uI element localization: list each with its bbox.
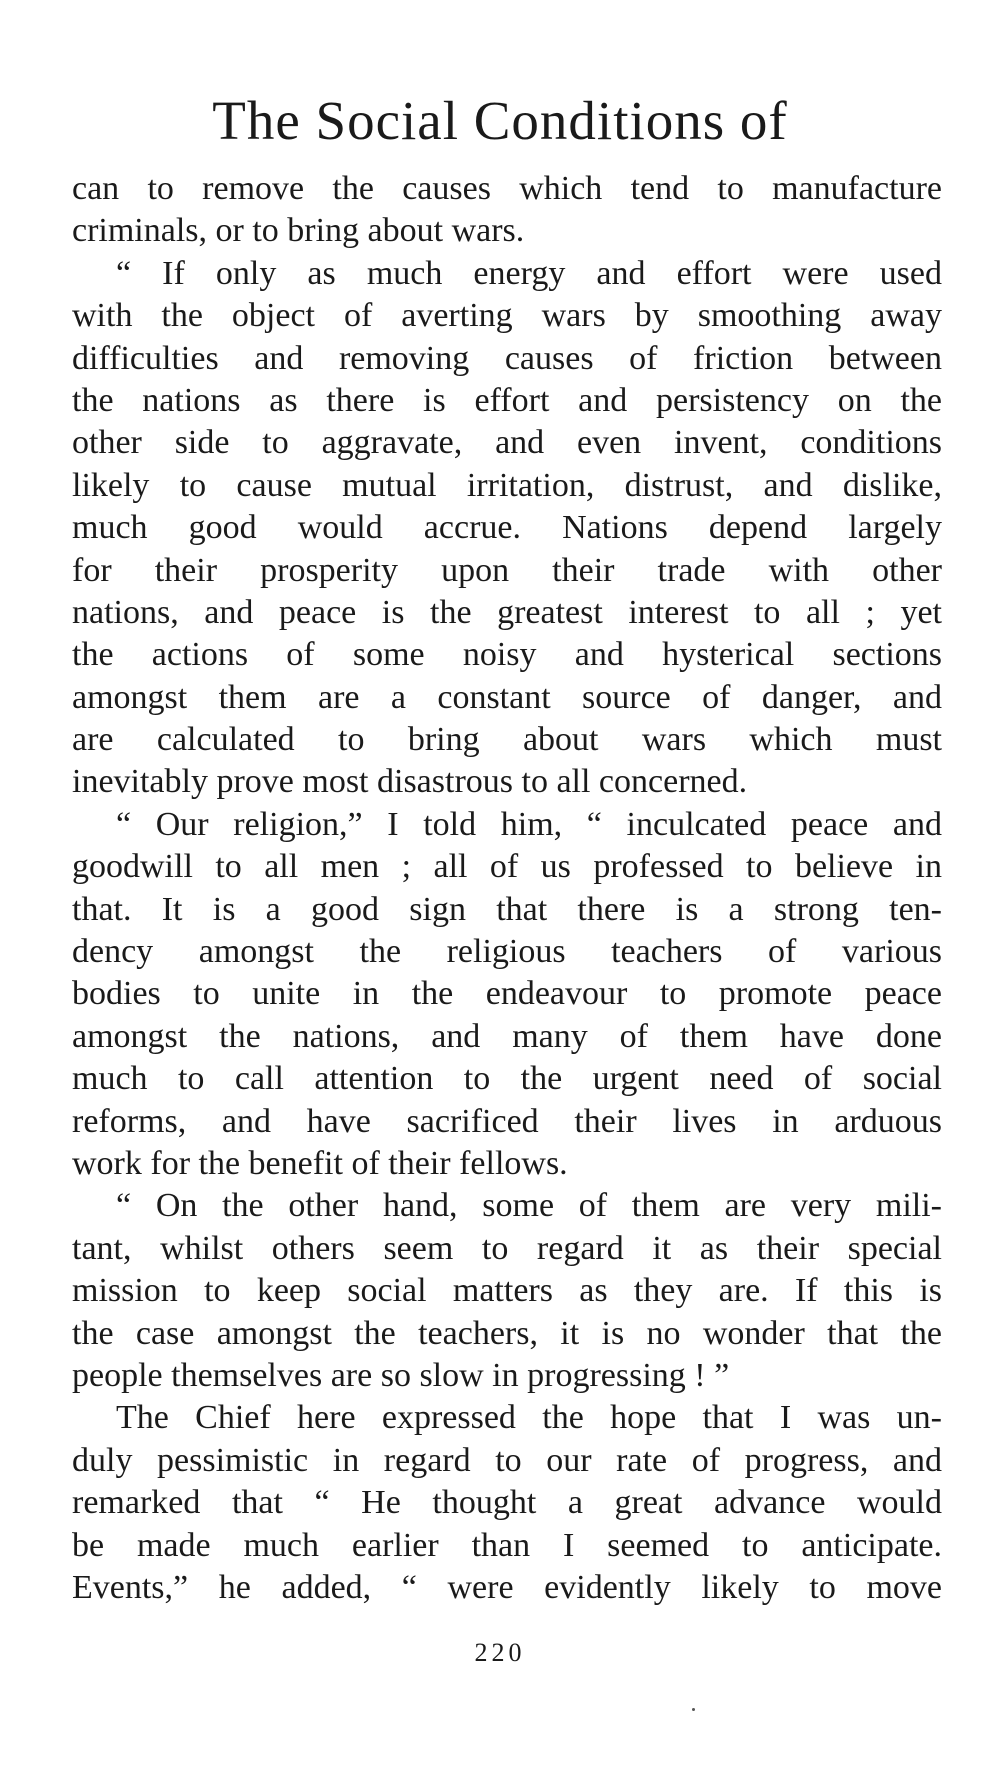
text-line: duly pessimistic in regard to our rate of progress, and <box>72 1441 942 1479</box>
text-line: inevitably prove most disastrous to all concerned. <box>72 763 748 801</box>
text-line: that. It is a good sign that there is a strong ten- <box>72 890 942 928</box>
text-line: nations, and peace is the greatest interest to all ; yet <box>72 593 942 631</box>
text-line: amongst them are a constant source of danger, and <box>72 678 942 716</box>
text-line: work for the benefit of their fellows. <box>72 1144 568 1182</box>
text-line: dency amongst the religious teachers of various <box>72 933 942 971</box>
page-number: 220 <box>474 1638 526 1667</box>
text-line: bodies to unite in the endeavour to promote peace <box>72 975 942 1013</box>
text-line: likely to cause mutual irritation, distrust, and dislike, <box>72 466 942 504</box>
text-line: be made much earlier than I seemed to anticipate. <box>72 1526 942 1564</box>
text-line: for their prosperity upon their trade with other <box>72 551 942 589</box>
text-line: the nations as there is effort and persistency on the <box>72 381 942 419</box>
text-line: “ On the other hand, some of them are very mili- <box>116 1187 942 1225</box>
text-line: difficulties and removing causes of friction between <box>72 339 942 377</box>
text-line: “ Our religion,” I told him, “ inculcated peace and <box>116 805 942 843</box>
text-line: people themselves are so slow in progressing ! ” <box>72 1356 730 1394</box>
text-line: tant, whilst others seem to regard it as their special <box>72 1229 942 1267</box>
text-line: remarked that “ He thought a great advance would <box>72 1484 942 1522</box>
text-line: much good would accrue. Nations depend largely <box>72 509 942 547</box>
text-line: Events,” he added, “ were evidently likely to move <box>72 1568 942 1606</box>
text-line: much to call attention to the urgent need of social <box>72 1060 942 1098</box>
body-text <box>72 168 942 1609</box>
text-line: goodwill to all men ; all of us professed to believe in <box>72 848 942 886</box>
text-line: other side to aggravate, and even invent, conditions <box>72 424 942 462</box>
text-line: criminals, or to bring about wars. <box>72 212 525 250</box>
running-head: The Social Conditions of <box>212 90 788 151</box>
text-line: The Chief here expressed the hope that I was un- <box>116 1399 942 1437</box>
text-line: are calculated to bring about wars which must <box>72 721 942 759</box>
text-line: mission to keep social matters as they are. If this is <box>72 1272 942 1310</box>
text-line: the case amongst the teachers, it is no wonder that the <box>72 1314 942 1352</box>
text-line: the actions of some noisy and hysterical sections <box>72 636 942 674</box>
ink-speck <box>692 1708 695 1711</box>
text-line: amongst the nations, and many of them have done <box>72 1017 942 1055</box>
text-line: “ If only as much energy and effort were used <box>116 254 942 292</box>
text-line: reforms, and have sacrificed their lives in arduous <box>72 1102 942 1140</box>
text-line: with the object of averting wars by smoothing away <box>72 297 942 335</box>
text-line: can to remove the causes which tend to manufacture <box>72 170 942 207</box>
